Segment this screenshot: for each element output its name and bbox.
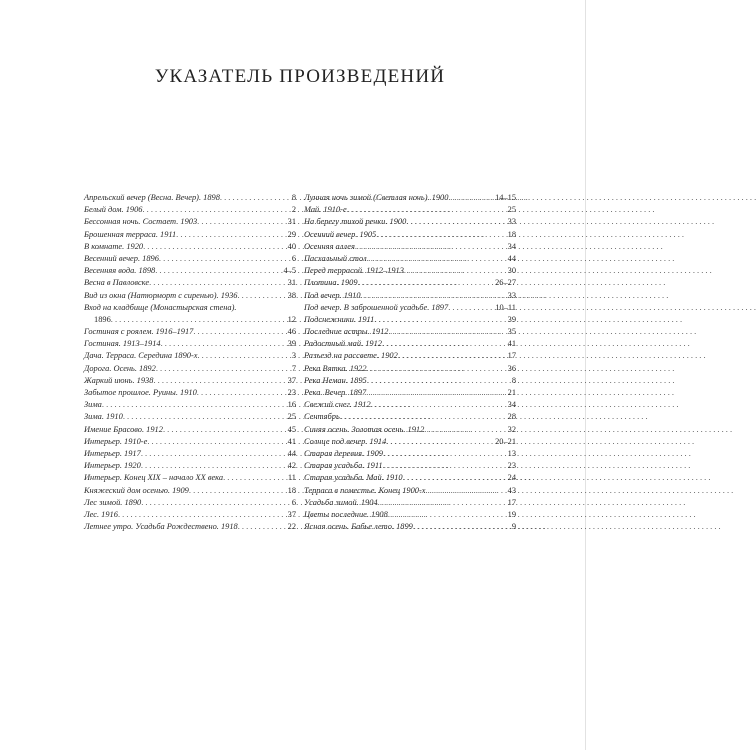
entry-title: Зима. 1910 — [84, 412, 123, 422]
index-row — [304, 448, 516, 460]
page-number: 36 — [507, 363, 516, 373]
page-number: 18 — [287, 485, 296, 495]
leader-dots — [123, 411, 288, 423]
leader-dots — [143, 241, 288, 253]
index-row — [304, 277, 516, 289]
leader-dots — [118, 509, 288, 521]
index-entry — [84, 399, 296, 411]
index-row — [304, 387, 516, 399]
index-row — [304, 326, 516, 338]
entry-title: Синяя осень. Золотая осень. 1912 — [304, 424, 425, 434]
leader-dots — [189, 485, 288, 497]
leader-dots — [448, 302, 495, 314]
entry-title: Интерьер. 1920 — [84, 461, 141, 471]
leader-dots — [355, 241, 508, 253]
page-number: 4–5 — [283, 266, 296, 276]
leader-dots — [448, 192, 495, 204]
index-row — [304, 229, 516, 241]
entry-title: Подснежники. 1911 — [304, 314, 375, 324]
entry-title: Май. 1910-е — [304, 205, 347, 215]
index-entry — [304, 253, 516, 265]
page-number: 8 — [291, 193, 296, 202]
entry-title: Усадьба зимой. 1904 — [304, 497, 378, 507]
index-row — [84, 472, 296, 484]
leader-dots — [161, 338, 288, 350]
leader-dots — [220, 192, 292, 204]
entry-title: Лунная ночь зимой (Светлая ночь). 1900 — [304, 193, 449, 202]
index-row — [84, 338, 296, 350]
index-entry — [304, 521, 516, 533]
index-entry — [304, 436, 516, 448]
leader-dots — [383, 460, 508, 472]
index-entry — [84, 253, 296, 265]
index-row — [84, 253, 296, 265]
page-number: 40 — [287, 241, 296, 251]
index-row — [84, 216, 296, 228]
page-number: 32 — [507, 424, 516, 434]
leader-dots — [388, 326, 507, 338]
entry-title: Старая деревня. 1909 — [304, 448, 383, 458]
index-row — [304, 216, 516, 228]
entry-title: Жаркий июнь. 1938 — [84, 375, 154, 385]
index-entry — [84, 472, 296, 484]
page-number: 21 — [507, 388, 516, 397]
page-number: 3 — [291, 351, 296, 361]
index-row — [304, 290, 516, 302]
page-number: 34 — [507, 400, 516, 410]
index-row — [304, 363, 516, 375]
page-number: 24 — [507, 473, 516, 483]
leader-dots — [111, 314, 288, 326]
index-entry — [304, 448, 516, 460]
entry-title: Интерьер. 1910-е — [84, 436, 148, 446]
entry-title: Летнее утро. Усадьба Рождествено. 1918 — [84, 522, 238, 532]
page-number: 14–15 — [495, 193, 516, 202]
index-entry — [84, 448, 296, 460]
entry-title-line: Вход на кладбище (Монастырская стена). — [84, 302, 237, 312]
page-number: 31 — [287, 278, 296, 288]
page-number: 30 — [507, 266, 516, 276]
leader-dots — [358, 277, 496, 289]
page-number: 18 — [507, 229, 516, 239]
leader-dots — [153, 375, 287, 387]
leader-dots — [425, 485, 507, 497]
entry-title: Дорога. Осень. 1892 — [84, 363, 156, 373]
index-row — [84, 350, 296, 362]
index-entry — [84, 229, 296, 241]
page-number: 9 — [511, 522, 516, 532]
leader-dots — [404, 265, 508, 277]
index-row — [84, 448, 296, 460]
page-number: 7 — [291, 363, 296, 373]
entry-title: Интерьер. 1917 — [84, 448, 141, 458]
leader-dots — [388, 509, 508, 521]
leader-dots — [367, 363, 508, 375]
leader-dots — [374, 314, 507, 326]
index-row — [84, 241, 296, 253]
index-row — [84, 424, 296, 436]
page-number: 28 — [507, 412, 516, 422]
entry-title: Дача. Терраса. Середина 1890-х — [84, 351, 198, 361]
leader-dots — [413, 521, 512, 533]
entry-title: Сентябрь — [304, 412, 340, 422]
entry-title: Гостиная. 1913–1914 — [84, 339, 161, 349]
index-row — [84, 521, 296, 533]
index-row — [84, 204, 296, 216]
entry-title: Апрельский вечер (Весна. Вечер). 1898 — [84, 193, 220, 202]
index-row — [84, 265, 296, 277]
index-column-right — [304, 192, 516, 533]
page-number: 17 — [507, 497, 516, 507]
index-entry — [84, 241, 296, 253]
index-row — [84, 375, 296, 387]
leader-dots — [378, 497, 508, 509]
page-number: 10–11 — [495, 302, 516, 312]
page-number: 45 — [287, 424, 296, 434]
page-number: 6 — [291, 497, 296, 507]
entry-title: Осенний вечер. 1905 — [304, 229, 377, 239]
page-edge-line — [585, 0, 586, 750]
leader-dots — [424, 424, 507, 436]
entry-title: Река Неман. 1895 — [304, 375, 367, 385]
index-entry — [84, 411, 296, 423]
entry-title: Княжеский дом осенью. 1909 — [84, 485, 189, 495]
entry-title: Весенний вечер. 1896 — [84, 253, 159, 263]
entry-title: Весна в Павловске — [84, 278, 150, 288]
leader-dots — [197, 387, 288, 399]
page-number: 39 — [287, 339, 296, 349]
leader-dots — [142, 204, 291, 216]
entry-title: Разъезд на рассвете. 1902 — [304, 351, 398, 361]
entry-title: Терраса в поместье. Конец 1900-х — [304, 485, 426, 495]
page-number: 38 — [287, 290, 296, 300]
index-entry — [84, 277, 296, 289]
index-row — [304, 204, 516, 216]
entry-title: В комнате. 1920 — [84, 241, 144, 251]
page-number: 42 — [287, 461, 296, 471]
leader-dots — [141, 460, 288, 472]
page-number: 22 — [287, 522, 296, 532]
index-entry — [304, 277, 516, 289]
index-row — [84, 290, 296, 302]
leader-dots — [176, 229, 287, 241]
index-entry — [84, 326, 296, 338]
index-entry — [84, 265, 296, 277]
page-number: 46 — [287, 327, 296, 337]
index-row — [304, 485, 516, 497]
index-entry — [304, 229, 516, 241]
index-entry — [304, 192, 516, 204]
page-number: 25 — [287, 412, 296, 422]
entry-title: Вид из окна (Натюрморт с сиренью). 1936 — [84, 290, 238, 300]
page-number: 16 — [287, 400, 296, 410]
leader-dots — [386, 436, 495, 448]
page-title: УКАЗАТЕЛЬ ПРОИЗВЕДЕНИЙ — [154, 66, 446, 87]
index-entry — [304, 350, 516, 362]
entry-title: Забытое прошлое. Руины. 1910 — [84, 388, 197, 397]
entry-title: Свежий снег. 1912 — [304, 400, 371, 410]
page-number: 31 — [287, 217, 296, 227]
leader-dots — [347, 204, 508, 216]
leader-dots — [361, 290, 508, 302]
index-row — [84, 411, 296, 423]
leader-dots — [398, 350, 508, 362]
page-number: 12 — [287, 314, 296, 324]
index-row — [84, 485, 296, 497]
index-row — [304, 436, 516, 448]
leader-dots — [197, 216, 287, 228]
leader-dots — [147, 436, 287, 448]
index-row — [304, 399, 516, 411]
index-entry — [84, 350, 296, 362]
leader-dots — [102, 399, 288, 411]
page-number: 44 — [287, 448, 296, 458]
index-row — [84, 436, 296, 448]
page-number: 44 — [507, 253, 516, 263]
index-entry — [304, 265, 516, 277]
page-number: 33 — [507, 217, 516, 227]
entry-title: Старая усадьба. 1911 — [304, 461, 383, 471]
index-entry — [84, 302, 296, 326]
index-entry — [84, 521, 296, 533]
page-number: 17 — [507, 351, 516, 361]
index-row — [304, 521, 516, 533]
index-entry — [304, 497, 516, 509]
index-entry — [304, 216, 516, 228]
page-number: 26–27 — [495, 278, 516, 288]
index-row — [84, 497, 296, 509]
index-row — [304, 192, 516, 204]
index-entry — [84, 497, 296, 509]
entry-title: Последние астры. 1912 — [304, 327, 389, 337]
index-entry — [304, 424, 516, 436]
entry-title: Старая усадьба. Май. 1910 — [304, 473, 403, 483]
page-number: 34 — [507, 241, 516, 251]
index-entry — [84, 192, 296, 204]
entry-title: Брошенная терраса. 1911 — [84, 229, 177, 239]
index-entry — [84, 387, 296, 399]
page-number: 41 — [507, 339, 516, 349]
leader-dots — [193, 326, 287, 338]
leader-dots — [382, 338, 508, 350]
index-entry — [304, 485, 516, 497]
page-number: 13 — [507, 448, 516, 458]
entry-title: Белый дом. 1906 — [84, 205, 143, 215]
leader-dots — [340, 411, 508, 423]
page-number: 41 — [287, 436, 296, 446]
leader-dots — [159, 253, 292, 265]
index-row — [84, 326, 296, 338]
index-entry — [304, 375, 516, 387]
page-number: 37 — [287, 509, 296, 519]
leader-dots — [155, 265, 283, 277]
index-row — [84, 229, 296, 241]
entry-title: Солнце под вечер. 1914 — [304, 436, 387, 446]
index-entry — [304, 204, 516, 216]
index-row — [304, 472, 516, 484]
index-row — [304, 460, 516, 472]
leader-dots — [237, 290, 287, 302]
entry-title: Зима — [84, 400, 102, 410]
entry-title: 1896 — [94, 314, 111, 324]
index-entry — [304, 472, 516, 484]
index-row — [84, 314, 296, 326]
index-row — [304, 265, 516, 277]
page-number: 19 — [507, 509, 516, 519]
index-row — [304, 241, 516, 253]
index-entry — [84, 338, 296, 350]
index-entry — [304, 363, 516, 375]
entry-title: На берегу тихой речки. 1900 — [304, 217, 407, 227]
entry-title: Пасхальный стол — [304, 253, 367, 263]
index-entry — [84, 290, 296, 302]
index-entry — [84, 460, 296, 472]
index-row — [84, 387, 296, 399]
page-number: 23 — [287, 388, 296, 397]
page-number: 2 — [291, 205, 296, 215]
entry-title: Бессонная ночь. Состает. 1903 — [84, 217, 198, 227]
leader-dots — [406, 216, 507, 228]
index-entry — [304, 338, 516, 350]
entry-title: Лес. 1916 — [84, 509, 118, 519]
leader-dots — [366, 387, 507, 399]
index-entry — [304, 387, 516, 399]
entry-title: Лес зимой. 1890 — [84, 497, 142, 507]
page-number: 29 — [287, 229, 296, 239]
index-row — [304, 497, 516, 509]
index-row — [304, 338, 516, 350]
index-entry — [84, 375, 296, 387]
leader-dots — [383, 448, 508, 460]
entry-title: Весенняя вода. 1898 — [84, 266, 156, 276]
entry-title: Гостиная с роялем. 1916–1917 — [84, 327, 194, 337]
entry-title: Осенняя аллея — [304, 241, 355, 251]
entry-title: Цветы последние. 1908 — [304, 509, 388, 519]
entry-title: Имение Брасово. 1912 — [84, 424, 163, 434]
leader-dots — [223, 472, 288, 484]
page-number: 25 — [507, 205, 516, 215]
entry-title: Река. Вечер. 1897 — [304, 388, 367, 397]
index-row — [304, 350, 516, 362]
leader-dots — [163, 424, 288, 436]
leader-dots — [367, 375, 512, 387]
entry-title: Под вечер. В заброшенной усадьбе. 1897 — [304, 302, 449, 312]
leader-dots — [376, 229, 507, 241]
index-row — [84, 192, 296, 204]
index-entry — [304, 302, 516, 314]
index-entry — [84, 216, 296, 228]
leader-dots — [141, 497, 292, 509]
index-entry — [84, 204, 296, 216]
entry-title: Ясная осень. Бабье лето. 1899 — [304, 522, 413, 532]
index-entry — [304, 326, 516, 338]
entry-title: Река Вятка. 1922 — [304, 363, 367, 373]
page-number: 8 — [511, 375, 516, 385]
leader-dots — [371, 399, 508, 411]
index-entry — [304, 509, 516, 521]
index-entry — [304, 241, 516, 253]
index-entry — [84, 363, 296, 375]
page-number: 11 — [287, 473, 296, 483]
entry-title: Радостный май. 1912 — [304, 339, 382, 349]
leader-dots — [141, 448, 288, 460]
index-row — [84, 509, 296, 521]
page-number: 39 — [507, 314, 516, 324]
index-column-left — [84, 192, 296, 533]
index-entry — [304, 314, 516, 326]
index-row — [304, 509, 516, 521]
index-row — [304, 253, 516, 265]
index-row — [84, 277, 296, 289]
index-entry — [84, 424, 296, 436]
leader-dots — [149, 277, 288, 289]
page-number: 37 — [287, 375, 296, 385]
index-entry — [304, 399, 516, 411]
index-row — [84, 363, 296, 375]
leader-dots — [238, 521, 288, 533]
leader-dots — [197, 350, 291, 362]
entry-title: Перед терpасой. 1912–1913 — [304, 266, 404, 276]
index-row — [304, 302, 516, 314]
index-entry — [84, 509, 296, 521]
index-entry — [304, 290, 516, 302]
leader-dots — [156, 363, 292, 375]
index-entry — [84, 436, 296, 448]
leader-dots — [367, 253, 508, 265]
page-number: 35 — [507, 327, 516, 337]
index-row — [304, 375, 516, 387]
index-entry — [304, 460, 516, 472]
page-number: 43 — [507, 485, 516, 495]
entry-title: Под вечер. 1910 — [304, 290, 361, 300]
page-number: 23 — [507, 461, 516, 471]
page-number: 20–21 — [495, 436, 516, 446]
entry-title: Плотина. 1909 — [304, 278, 358, 288]
index-entry — [84, 485, 296, 497]
page-number: 6 — [291, 253, 296, 263]
page-number: 33 — [507, 290, 516, 300]
index-row — [304, 424, 516, 436]
index-row — [304, 314, 516, 326]
index-row — [84, 460, 296, 472]
index-entry — [304, 411, 516, 423]
index-row — [84, 399, 296, 411]
entry-title: Интерьер. Конец XIX – начало XX века — [84, 473, 224, 483]
leader-dots — [403, 472, 508, 484]
index-row — [304, 411, 516, 423]
